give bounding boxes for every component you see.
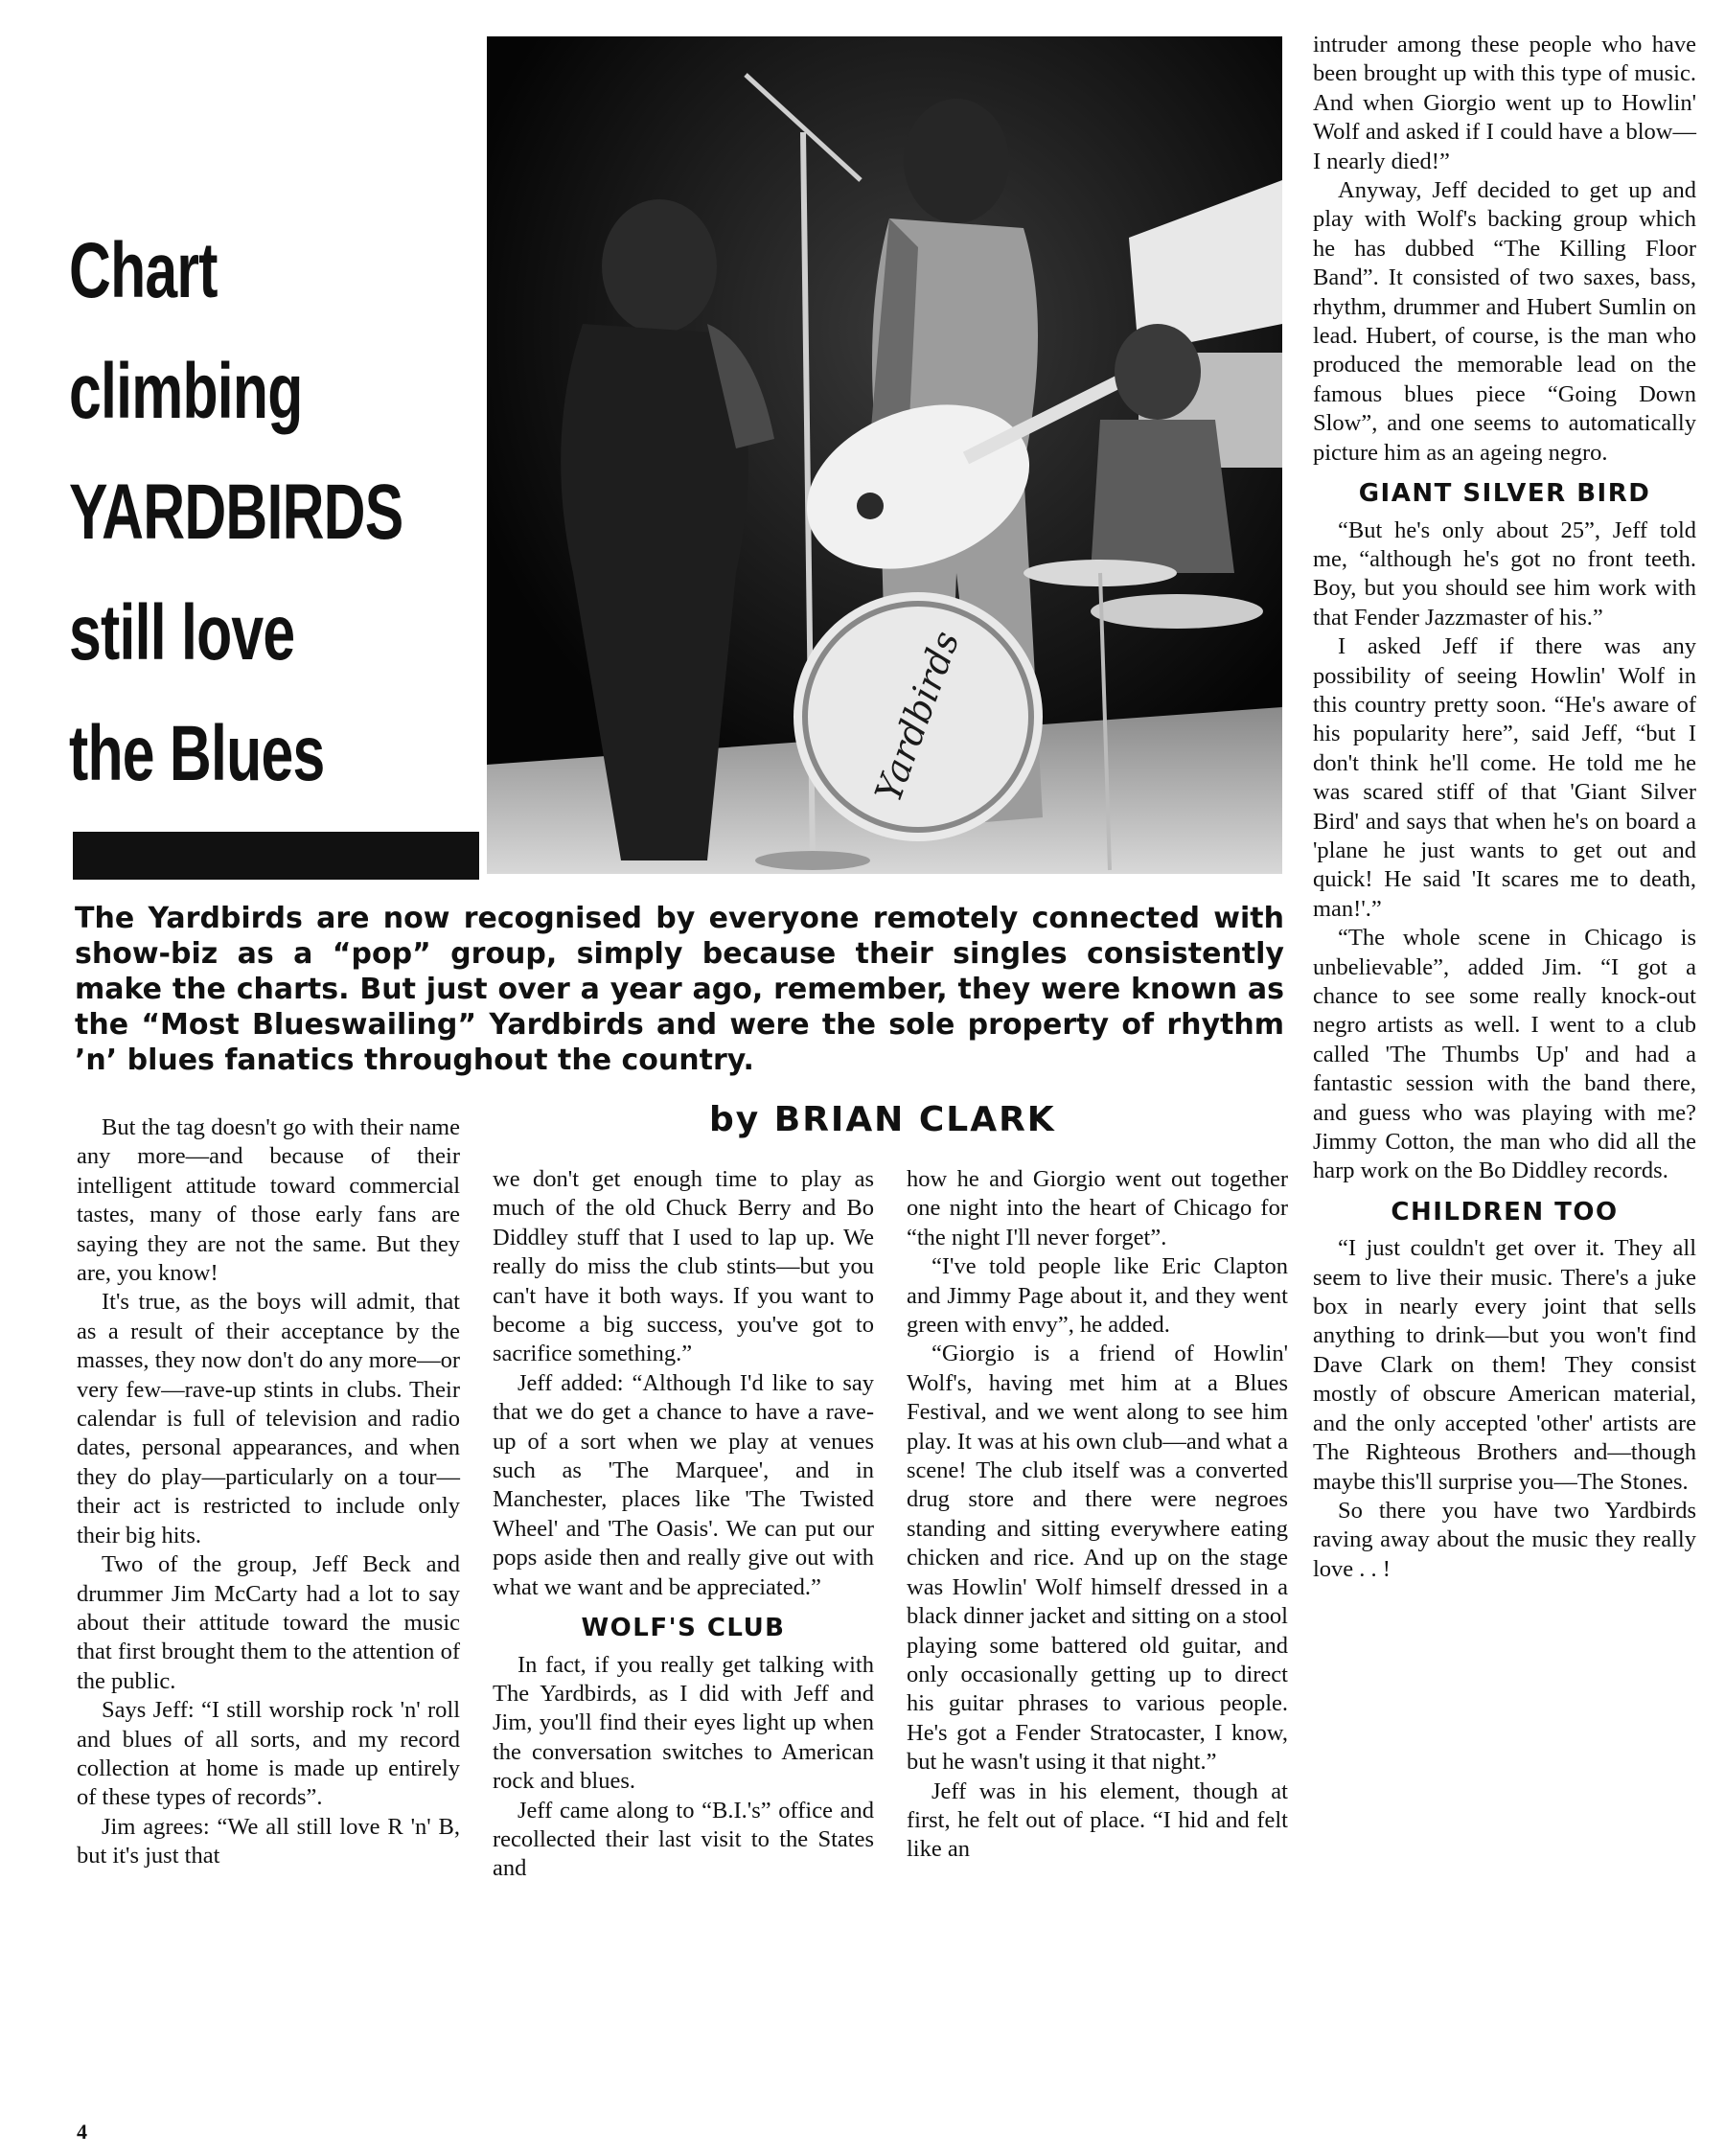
paragraph: Anyway, Jeff decided to get up and play with Wolf's backing group which he has dubbed “The Killing Floor Band”. It consisted of two saxes, bass, rhythm, drummer and Hubert Sumlin on lead. Hubert, of course, is the man who produced the memorable lead on the famous blues piece “Going Down Slow”, and one seems to automatically picture him as an ageing negro. — [1313, 177, 1696, 466]
band-photo — [487, 36, 1282, 874]
article-column-1 — [77, 1113, 460, 1871]
headline-line: YARDBIRDS — [69, 469, 403, 556]
paragraph: It's true, as the boys will admit, that as a result of their acceptance by the masses, they now don't do any more—or very few—rave-up stints in clubs. Their calendar is full of television and radio dates, personal appearances, and when they do play—particularly on a tour—their act is restricted to include only their big hits. — [77, 1289, 460, 1548]
paragraph: “The whole scene in Chicago is unbelievable”, added Jim. “I got a chance to see some really knock-out negro artists as well. I went to a club called 'The Thumbs Up' and had a fantastic session with the band there, and guess who was playing with me? Jimmy Cotton, the man who did all the harp work on the Bo Diddley records. — [1313, 925, 1696, 1184]
headline-black-bar — [73, 832, 479, 880]
headline-line: Chart — [69, 227, 218, 314]
paragraph: “I just couldn't get over it. They all seem to live their music. There's a juke box in nearly every joint that sells anything to drink—but you won't find Dave Clark on them! They consist mostly of obscure American material, and the only accepted 'other' artists are The Righteous Brothers and—though maybe this'll surprise you—The Stones. — [1313, 1235, 1696, 1495]
paragraph: Jeff came along to “B.I.'s” office and recollected their last visit to the States and — [493, 1797, 874, 1882]
headline-line: the Blues — [69, 710, 325, 797]
page-number: 4 — [77, 2120, 87, 2144]
paragraph: Jeff was in his element, though at first, he felt out of place. “I hid and felt like an — [907, 1778, 1288, 1863]
byline: by BRIAN CLARK — [709, 1100, 1056, 1139]
paragraph: Two of the group, Jeff Beck and drummer Jim McCarty had a lot to say about their attitude toward the music that first brought them to the attention of the public. — [77, 1551, 460, 1694]
paragraph: I asked Jeff if there was any possibility of seeing Howlin' Wolf in this country pretty soon. “He's aware of his popularity here”, said Jeff, “but I don't think he'll come. He told me he was scared stiff of that 'Giant Silver Bird' and says that when he's on board a 'plane he just wants to get out and quick! He said 'It scares me to death, man!'.” — [1313, 633, 1696, 922]
paragraph: Says Jeff: “I still worship rock 'n' roll and blues of all sorts, and my record collection at home is made up entirely of these types of records”. — [77, 1697, 460, 1811]
section-heading: GIANT SILVER BIRD — [1358, 479, 1651, 509]
paragraph: we don't get enough time to play as much of the old Chuck Berry and Bo Diddley stuff that I used to lap up. We really do miss the club stints—but you can't have it both ways. If you want to become a big success, you've got to sacrifice something.” — [493, 1166, 874, 1367]
headline-line: climbing — [69, 348, 303, 435]
article-column-4 — [1313, 31, 1696, 1584]
paragraph: Jeff added: “Although I'd like to say that we do get a chance to have a rave-up of a sort when we play at venues such as 'The Marquee', and in Manchester, places like 'The Twisted Wheel' and 'The Oasis'. We can put our pops aside then and really give out with what we want and be appreciated.” — [493, 1369, 874, 1600]
paragraph: In fact, if you really get talking with The Yardbirds, as I did with Jeff and Jim, you'll find their eyes light up when the conversation switches to American rock and blues. — [493, 1651, 874, 1795]
paragraph: intruder among these people who have been brought up with this type of music. And when Giorgio went up to Howlin' Wolf and asked if I could have a blow—I nearly died!” — [1313, 32, 1696, 174]
paragraph: So there you have two Yardbirds raving away about the music they really love . . ! — [1313, 1497, 1696, 1582]
section-heading: WOLF'S CLUB — [581, 1614, 786, 1643]
article-column-2 — [493, 1165, 874, 1884]
paragraph: “But he's only about 25”, Jeff told me, “although he's got no front teeth. Boy, but you should see him work with that Fender Jazzmaster of his.” — [1313, 516, 1696, 631]
section-heading: CHILDREN TOO — [1391, 1197, 1619, 1227]
paragraph: Jim agrees: “We all still love R 'n' B, but it's just that — [77, 1813, 460, 1869]
paragraph: “I've told people like Eric Clapton and Jimmy Page about it, and they went green with envy”, he added. — [907, 1253, 1288, 1339]
paragraph: “Giorgio is a friend of Howlin' Wolf's, having met him at a Blues Festival, and we went along to see him play. It was at his own club—and what a scene! The club itself was a converted drug store and there were negroes standing and sitting everywhere eating chicken and rice. And up on the stage was Howlin' Wolf himself dressed in a black dinner jacket and sitting on a stool playing some battered old guitar, and only occasionally getting up to direct his guitar phrases to various people. He's got a Fender Stratocaster, I know, but he wasn't using it that night.” — [907, 1341, 1288, 1776]
article-column-3 — [907, 1165, 1288, 1865]
headline — [69, 211, 403, 814]
lead-paragraph: The Yardbirds are now recognised by everyone remotely connected with show-biz as a “pop” group, simply because their singles consistently make the charts. But just over a year ago, remember, they were known as the “Most Blueswailing” Yardbirds and were the sole property of rhythm ’n’ blues fanatics throughout the country. — [75, 902, 1284, 1077]
drum-head-text: Yardbirds — [866, 625, 968, 808]
headline-line: still love — [69, 589, 295, 677]
paragraph: how he and Giorgio went out together one night into the heart of Chicago for “the night I'll never forget”. — [907, 1166, 1288, 1250]
paragraph: But the tag doesn't go with their name any more—and because of their intelligent attitude toward commercial tastes, many of those early fans are saying they are not the same. But they are, you know! — [77, 1114, 460, 1287]
